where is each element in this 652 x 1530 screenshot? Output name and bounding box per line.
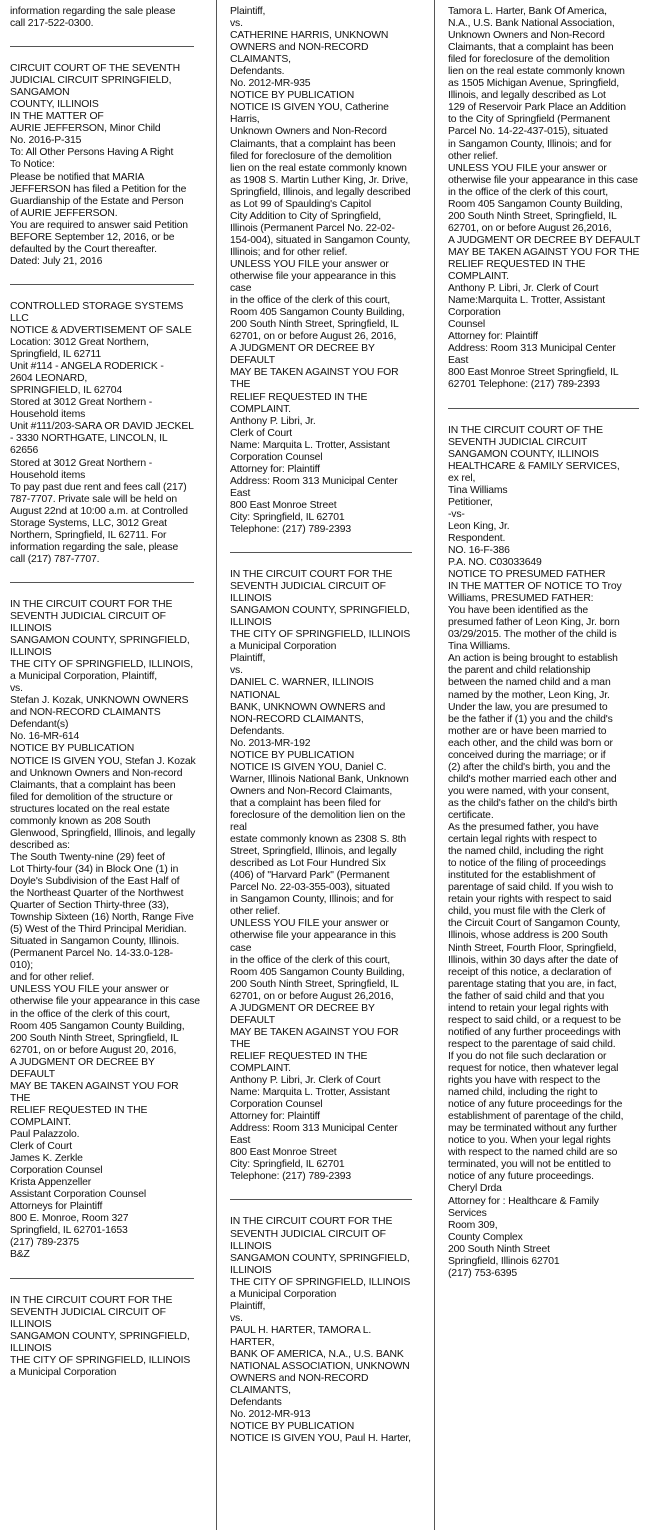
column-2: [218, 0, 421, 1530]
notice-warner-foreclosure: IN THE CIRCUIT COURT FOR THE SEVENTH JUDICIAL CIRCUIT OF ILLINOIS SANGAMON COUNTY, SPRINGFIELD, ILLINOIS THE CITY OF SPRINGFIELD, ILLINOIS a Municipal Corporation Plaintiff, vs. DANIEL C. WARNER, ILLINOIS NATIONAL BANK, UNKNOWN OWNERS and NON-RECORD CLAIMANTS, Defendants. No. 2013-MR-192 NOTICE BY PUBLICATION NOTICE IS GIVEN YOU, Daniel C. Warner, Illinois National Bank, Unknown Owners and Non-Record Claimants, that a complaint has been filed for foreclosure of the demolition lien on the real estate commonly known as 2308 S. 8th Street, Springfield, Illinois, and legally described as Lot Four Hundred Six (406) of "Harvard Park" (Permanent Parcel No. 22-03-355-003), situated in Sangamon County, Illinois; and for other relief. UNLESS YOU FILE your answer or otherwise file your appearance in this case in the office of the clerk of this court, Room 405 Sangamon County Building, 200 South Ninth Street, Springfield, IL 62701, on or before August 26,2016, A JUDGMENT OR DECREE BY DEFAULT MAY BE TAKEN AGAINST YOU FOR THE RELIEF REQUESTED IN THE COMPLAINT. Anthony P. Libri, Jr. Clerk of Court Name: Marquita L. Trotter, Assistant Corporation Counsel Attorney for: Plaintiff Address: Room 313 Municipal Center East 800 East Monroe Street City: Springfield, IL 62701 Telephone: (217) 789-2393: [230, 569, 411, 1183]
notice-storage-sale: CONTROLLED STORAGE SYSTEMS LLC NOTICE & ADVERTISEMENT OF SALE Location: 3012 Great Northern, Springfield, IL 62711 Unit #114 - ANGELA RODERICK - 2604 LEONARD, SPRINGFIELD, IL 62704 Stored at 3012 Great Northern - Household items Unit #111/203-SARA OR DAVID JECKEL - 3330 NORTHGATE, LINCOLN, IL 62656 Stored at 3012 Great Northern - Household items To pay past due rent and fees call (217) 787-7707. Private sale will be held on August 22nd at 10:00 a.m. at Controlled Storage Systems, LLC, 3012 Great Northern, Springfield, IL 62711. For information regarding the sale, please call (217) 787-7707.: [10, 300, 194, 565]
notice-harter-continued: Tamora L. Harter, Bank Of America, N.A., U.S. Bank National Association, Unknown Owners and Non-Record Claimants, that a complaint has been filed for foreclosure of the demolition lien on the real estate commonly known as 1505 Michigan Avenue, Springfield, Illinois, and legally described as Lot 129 of Reservoir Park Place an Addition to the City of Springfield (Permanent Parcel No. 14-22-437-015), situated in Sangamon County, Illinois; and for other relief. UNLESS YOU FILE your answer or otherwise file your appearance in this case in the office of the clerk of this court, Room 405 Sangamon County Building, 200 South Ninth Street, Springfield, IL 62701, on or before August 26,2016, A JUDGMENT OR DECREE BY DEFAULT MAY BE TAKEN AGAINST YOU FOR THE RELIEF REQUESTED IN THE COMPLAINT. Anthony P. Libri, Jr. Clerk of Court Name:Marquita L. Trotter, Assistant Corporation Counsel Attorney for: Plaintiff Address: Room 313 Municipal Center East 800 East Monroe Street Springfield, IL 62701 Telephone: (217) 789-2393: [448, 6, 641, 391]
divider: [10, 46, 194, 47]
divider: [10, 284, 194, 285]
divider: [448, 408, 639, 409]
notice-harter-foreclosure: IN THE CIRCUIT COURT FOR THE SEVENTH JUDICIAL CIRCUIT OF ILLINOIS SANGAMON COUNTY, SPRINGFIELD, ILLINOIS THE CITY OF SPRINGFIELD, ILLINOIS a Municipal Corporation Plaintiff, vs. PAUL H. HARTER, TAMORA L. HARTER, BANK OF AMERICA, N.A., U.S. BANK NATIONAL ASSOCIATION, UNKNOWN OWNERS and NON-RECORD CLAIMANTS, Defendants No. 2012-MR-913 NOTICE BY PUBLICATION NOTICE IS GIVEN YOU, Paul H. Harter,: [230, 1216, 411, 1445]
notice-presumed-father: IN THE CIRCUIT COURT OF THE SEVENTH JUDICIAL CIRCUIT SANGAMON COUNTY, ILLINOIS HEALTHCARE & FAMILY SERVICES, ex rel, Tina Williams Petitioner, -vs- Leon King, Jr. Respondent. NO. 16-F-386 P.A. NO. C03033649 NOTICE TO PRESUMED FATHER IN THE MATTER OF NOTICE TO Troy Williams, PRESUMED FATHER: You have been identified as the presumed father of Leon King, Jr. born 03/29/2015. The mother of the child is Tina Williams. An action is being brought to establish the parent and child relationship between the named child and a man named by the mother, Leon King, Jr. Under the law, you are presumed to be the father if (1) you and the child's mother are or have been married to each other, and the child was born or conceived during the marriage; or if (2) after the child's birth, you and the child's mother married each other and you were named, with your consent, as the child's father on the child's birth certificate. As the presumed father, you have certain legal rights with respect to the named child, including the right to notice of the filing of proceedings instituted for the establishment of parentage of said child. If you wish to retain your rights with respect to said child, you must file with the Clerk of the Circuit Court of Sangamon County, Illinois, whose address is 200 South Ninth Street, Fourth Floor, Springfield, Illinois, within 30 days after the date of receipt of this notice, a declaration of parentage stating that you are, in fact, the father of said child and that you intend to retain your legal rights with respect to said child, or a request to be notified of any further proceedings with respect to the parentage of said child. If you do not file such declaration or request for notice, then whatever legal rights you have with respect to the named child, including the right to notice of any future proceedings for the establishment of parentage of the child, may be terminated without any further notice to you. When your legal rights with respect to the named child are so terminated, you will not be entitled to notice of any future proceedings. Cheryl Drda Attorney for : Healthcare & Family Services Room 309, County Complex 200 South Ninth Street Springfield, Illinois 62701 (217) 753-6395: [448, 424, 624, 1279]
divider: [230, 552, 412, 553]
notice-harris-foreclosure: Plaintiff, vs. CATHERINE HARRIS, UNKNOWN OWNERS and NON-RECORD CLAIMANTS, Defendants. No. 2012-MR-935 NOTICE BY PUBLICATION NOTICE IS GIVEN YOU, Catherine Harris, Unknown Owners and Non-Record Claimants, that a complaint has been filed for foreclosure of the demolition lien on the real estate commonly known as 1908 S. Martin Luther King, Jr. Drive, Springfield, Illinois, and legally described as Lot 99 of Spaulding's Capitol City Addition to City of Springfield, Illinois (Permanent Parcel No. 22-02- 154-004), situated in Sangamon County, Illinois; and for other relief. UNLESS YOU FILE your answer or otherwise file your appearance in this case in the office of the clerk of this court, Room 405 Sangamon County Building, 200 South Ninth Street, Springfield, IL 62701, on or before August 26, 2016, A JUDGMENT OR DECREE BY DEFAULT MAY BE TAKEN AGAINST YOU FOR THE RELIEF REQUESTED IN THE COMPLAINT. Anthony P. Libri, Jr. Clerk of Court Name: Marquita L. Trotter, Assistant Corporation Counsel Attorney for: Plaintiff Address: Room 313 Municipal Center East 800 East Monroe Street City: Springfield, IL 62701 Telephone: (217) 789-2393: [230, 6, 411, 536]
notice-jefferson-guardianship: CIRCUIT COURT OF THE SEVENTH JUDICIAL CIRCUIT SPRINGFIELD, SANGAMON COUNTY, ILLINOIS IN THE MATTER OF AURIE JEFFERSON, Minor Child No. 2016-P-315 To: All Other Persons Having A Right To Notice: Please be notified that MARIA JEFFERSON has filed a Petition for the Guardianship of the Estate and Person of AURIE JEFFERSON. You are required to answer said Petition BEFORE September 12, 2016, or be defaulted by the Court thereafter. Dated: July 21, 2016: [10, 63, 188, 267]
notice-kozak-demolition: IN THE CIRCUIT COURT FOR THE SEVENTH JUDICIAL CIRCUIT OF ILLINOIS SANGAMON COUNTY, SPRINGFIELD, ILLINOIS THE CITY OF SPRINGFIELD, ILLINOIS, a Municipal Corporation, Plaintiff, vs. Stefan J. Kozak, UNKNOWN OWNERS and NON-RECORD CLAIMANTS Defendant(s) No. 16-MR-614 NOTICE BY PUBLICATION NOTICE IS GIVEN YOU, Stefan J. Kozak and Unknown Owners and Non-record Claimants, that a complaint has been filed for demolition of the structure or structures located on the real estate commonly known as 208 South Glenwood, Springfield, Illinois, and legally described as: The South Twenty-nine (29) feet of Lot Thirty-four (34) in Block One (1) in Doyle's Subdivision of the East Half of the Northeast Quarter of the Northwest Quarter of Section Thirty-three (33), Township Sixteen (16) North, Range Five (5) West of the Third Principal Meridian. Situated in Sangamon County, Illinois. (Permanent Parcel No. 14-33.0-128- 010); and for other relief. UNLESS YOU FILE your answer or otherwise file your appearance in this case in the office of the clerk of this court, Room 405 Sangamon County Building, 200 South Ninth Street, Springfield, IL 62701, on or before August 20, 2016, A JUDGMENT OR DECREE BY DEFAULT MAY BE TAKEN AGAINST YOU FOR THE RELIEF REQUESTED IN THE COMPLAINT. Paul Palazzolo. Clerk of Court James K. Zerkle Corporation Counsel Krista Appenzeller Assistant Corporation Counsel Attorneys for Plaintiff 800 E. Monroe, Room 327 Springfield, IL 62701-1653 (217) 789-2375 B&Z: [10, 598, 200, 1261]
divider: [10, 582, 194, 583]
column-rule: [434, 0, 435, 1530]
notice-springfield-continued: IN THE CIRCUIT COURT FOR THE SEVENTH JUDICIAL CIRCUIT OF ILLINOIS SANGAMON COUNTY, SPRINGFIELD, ILLINOIS THE CITY OF SPRINGFIELD, ILLINOIS a Municipal Corporation: [10, 1294, 191, 1378]
column-rule: [216, 0, 217, 1530]
divider: [230, 1199, 412, 1200]
column-1: [0, 0, 203, 1530]
divider: [10, 1278, 194, 1279]
notice-sale-info-tail: information regarding the sale please call 217-522-0300.: [10, 6, 176, 30]
column-3: [436, 0, 648, 1530]
